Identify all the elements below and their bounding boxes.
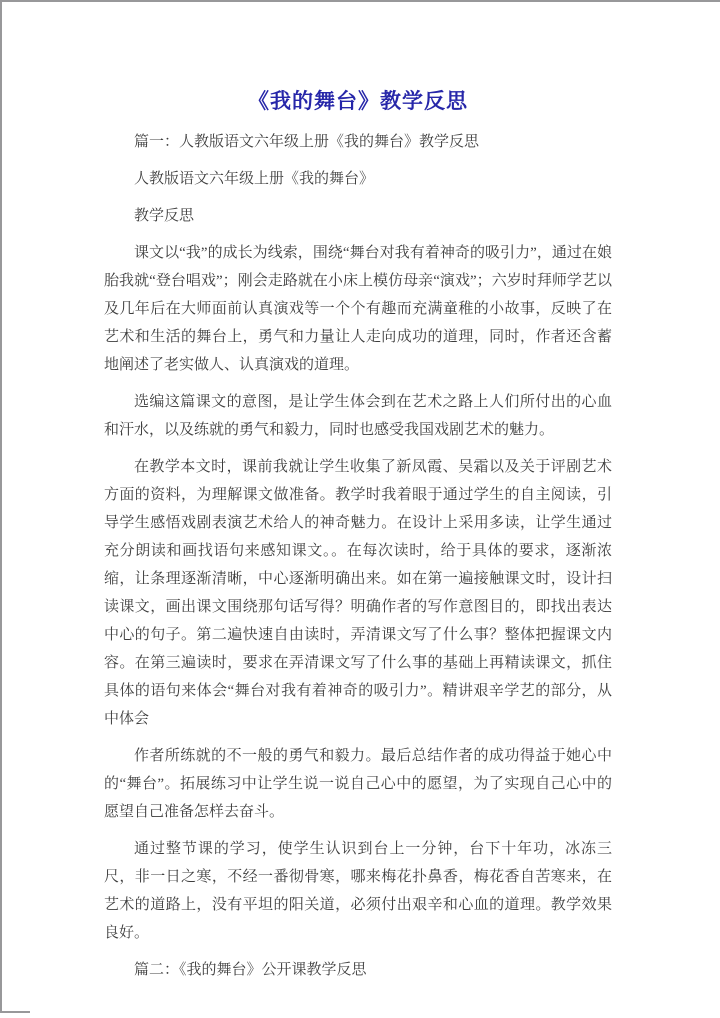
paragraph-section2-heading: 篇二：《我的舞台》公开课教学反思: [134, 962, 367, 978]
document-content: [104, 86, 612, 993]
paragraph-body-4: 作者所练就的不一般的勇气和毅力。最后总结作者的成功得益于她心中的“舞台”。拓展练习中让学生说一说自己心中的愿望，为了实现自己心中的愿望自己准备怎样去奋斗。: [104, 748, 612, 820]
paragraph-textbook-line: 人教版语文六年级上册《我的舞台》: [134, 171, 375, 187]
document-title: 《我的舞台》教学反思: [248, 89, 468, 113]
page-edge-top: [0, 0, 720, 2]
page-edge-left: [0, 0, 2, 1012]
page-edge-bottom-left: [0, 1011, 30, 1013]
paragraph-subheading: 教学反思: [134, 208, 195, 224]
paragraph-body-3: 在教学本文时，课前我就让学生收集了新凤霞、吴霜以及关于评剧艺术方面的资料，为理解课文做准备。教学时我着眼于通过学生的自主阅读，引导学生感悟戏剧表演艺术给人的神奇魅力。在设计上采用多读，让学生通过充分朗读和画找语句来感知课文。。在每次读时，给于具体的要求，逐渐浓缩，让条理逐渐清晰，中心逐渐明确出来。如在第一遍接触课文时，设计扫读课文，画出课文围绕那句话写得？明确作者的写作意图目的，即找出表达中心的句子。第二遍快速自由读时，弄清课文写了什么事？整体把握课文内容。在第三遍读时，要求在弄清课文写了什么事的基础上再精读课文，抓住具体的语句来体会“舞台对我有着神奇的吸引力”。精讲艰辛学艺的部分，从中体会: [104, 459, 612, 727]
paragraph-body-2: 选编这篇课文的意图，是让学生体会到在艺术之路上人们所付出的心血和汗水，以及练就的勇气和毅力，同时也感受我国戏剧艺术的魅力。: [104, 394, 612, 438]
paragraph-body-1: 课文以“我”的成长为线索，围绕“舞台对我有着神奇的吸引力”，通过在娘胎我就“登台唱戏”；刚会走路就在小床上模仿母亲“演戏”；六岁时拜师学艺以及几年后在大师面前认真演戏等一个个有趣而充满童稚的小故事，反映了在艺术和生活的舞台上，勇气和力量让人走向成功的道理，同时，作者还含蓄地阐述了老实做人、认真演戏的道理。: [104, 245, 612, 373]
paragraph-body-5: 通过整节课的学习，使学生认识到台上一分钟，台下十年功，冰冻三尺，非一日之寒，不经一番彻骨寒，哪来梅花扑鼻香，梅花香自苦寒来，在艺术的道路上，没有平坦的阳关道，必须付出艰辛和心血的道理。教学效果良好。: [104, 841, 612, 941]
paragraph-section1-heading: 篇一：人教版语文六年级上册《我的舞台》教学反思: [134, 134, 480, 150]
